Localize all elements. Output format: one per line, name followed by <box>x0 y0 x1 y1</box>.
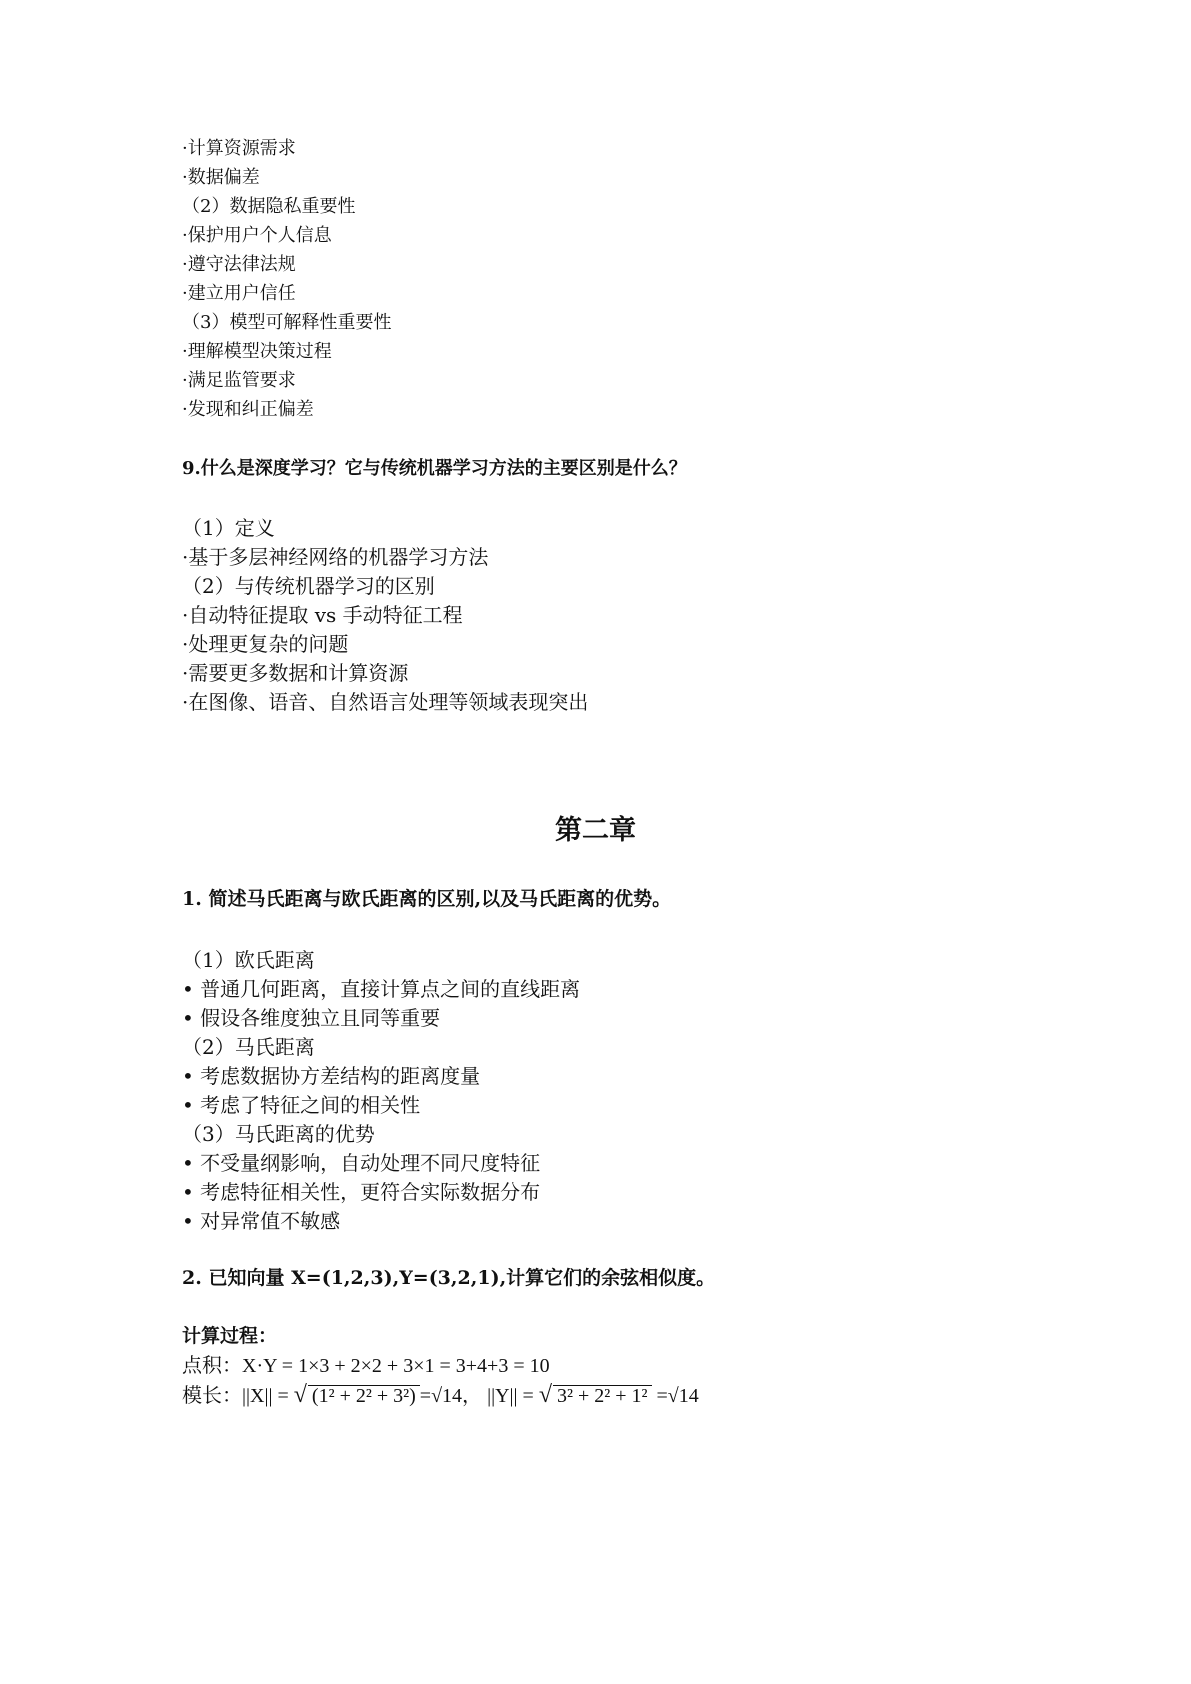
list-item: ·基于多层神经网络的机器学习方法 <box>182 545 489 569</box>
norm-x-radicand: (1² + 2² + 3²) <box>308 1385 420 1406</box>
list-item: ·自动特征提取 vs 手动特征工程 <box>182 603 463 627</box>
list-item: ·在图像、语音、自然语言处理等领域表现突出 <box>182 690 589 714</box>
list-item: • 考虑数据协方差结构的距离度量 <box>182 1064 481 1088</box>
list-item: （3）模型可解释性重要性 <box>182 312 392 333</box>
question-heading: 9.什么是深度学习？它与传统机器学习方法的主要区别是什么？ <box>182 458 687 479</box>
list-item: ·计算资源需求 <box>182 138 296 159</box>
list-item: • 假设各维度独立且同等重要 <box>182 1006 441 1030</box>
list-item: • 对异常值不敏感 <box>182 1209 341 1233</box>
sqrt-icon: √ <box>538 1382 552 1408</box>
norm-label: 模长：||X|| = <box>182 1385 294 1407</box>
list-item: ·满足监管要求 <box>182 370 296 391</box>
list-item: （1）欧氏距离 <box>182 948 315 972</box>
list-item: （2）与传统机器学习的区别 <box>182 574 435 598</box>
list-item: ·需要更多数据和计算资源 <box>182 661 409 685</box>
list-item: • 考虑特征相关性，更符合实际数据分布 <box>182 1180 541 1204</box>
list-item: ·保护用户个人信息 <box>182 225 332 246</box>
list-item: （2）马氏距离 <box>182 1035 315 1059</box>
sqrt-icon: √ <box>293 1382 307 1408</box>
list-item: • 不受量纲影响，自动处理不同尺度特征 <box>182 1151 541 1175</box>
question-heading: 2. 已知向量 X=(1,2,3),Y=(3,2,1),计算它们的余弦相似度。 <box>182 1267 716 1289</box>
norm-y-radicand: 3² + 2² + 1² <box>553 1385 652 1406</box>
question-heading: 1. 简述马氏距离与欧氏距离的区别,以及马氏距离的优势。 <box>182 888 672 910</box>
list-item: ·发现和纠正偏差 <box>182 399 314 420</box>
list-item: （3）马氏距离的优势 <box>182 1122 375 1146</box>
list-item: ·建立用户信任 <box>182 283 296 304</box>
list-item: （1）定义 <box>182 516 275 540</box>
norm-line <box>182 1383 699 1407</box>
list-item: • 考虑了特征之间的相关性 <box>182 1093 421 1117</box>
norm-y-result: =√14 <box>651 1385 699 1407</box>
list-item: ·数据偏差 <box>182 167 260 188</box>
process-label: 计算过程： <box>182 1325 278 1347</box>
list-item: • 普通几何距离，直接计算点之间的直线距离 <box>182 977 581 1001</box>
norm-x-result: =√14， <box>419 1385 483 1407</box>
list-item: （2）数据隐私重要性 <box>182 196 356 217</box>
dot-product-line: 点积：X·Y = 1×3 + 2×2 + 3×1 = 3+4+3 = 10 <box>182 1355 550 1377</box>
list-item: ·遵守法律法规 <box>182 254 296 275</box>
list-item: ·处理更复杂的问题 <box>182 632 349 656</box>
list-item: ·理解模型决策过程 <box>182 341 332 362</box>
norm-y-label: ||Y|| = <box>487 1385 539 1407</box>
chapter-title: 第二章 <box>555 815 636 846</box>
